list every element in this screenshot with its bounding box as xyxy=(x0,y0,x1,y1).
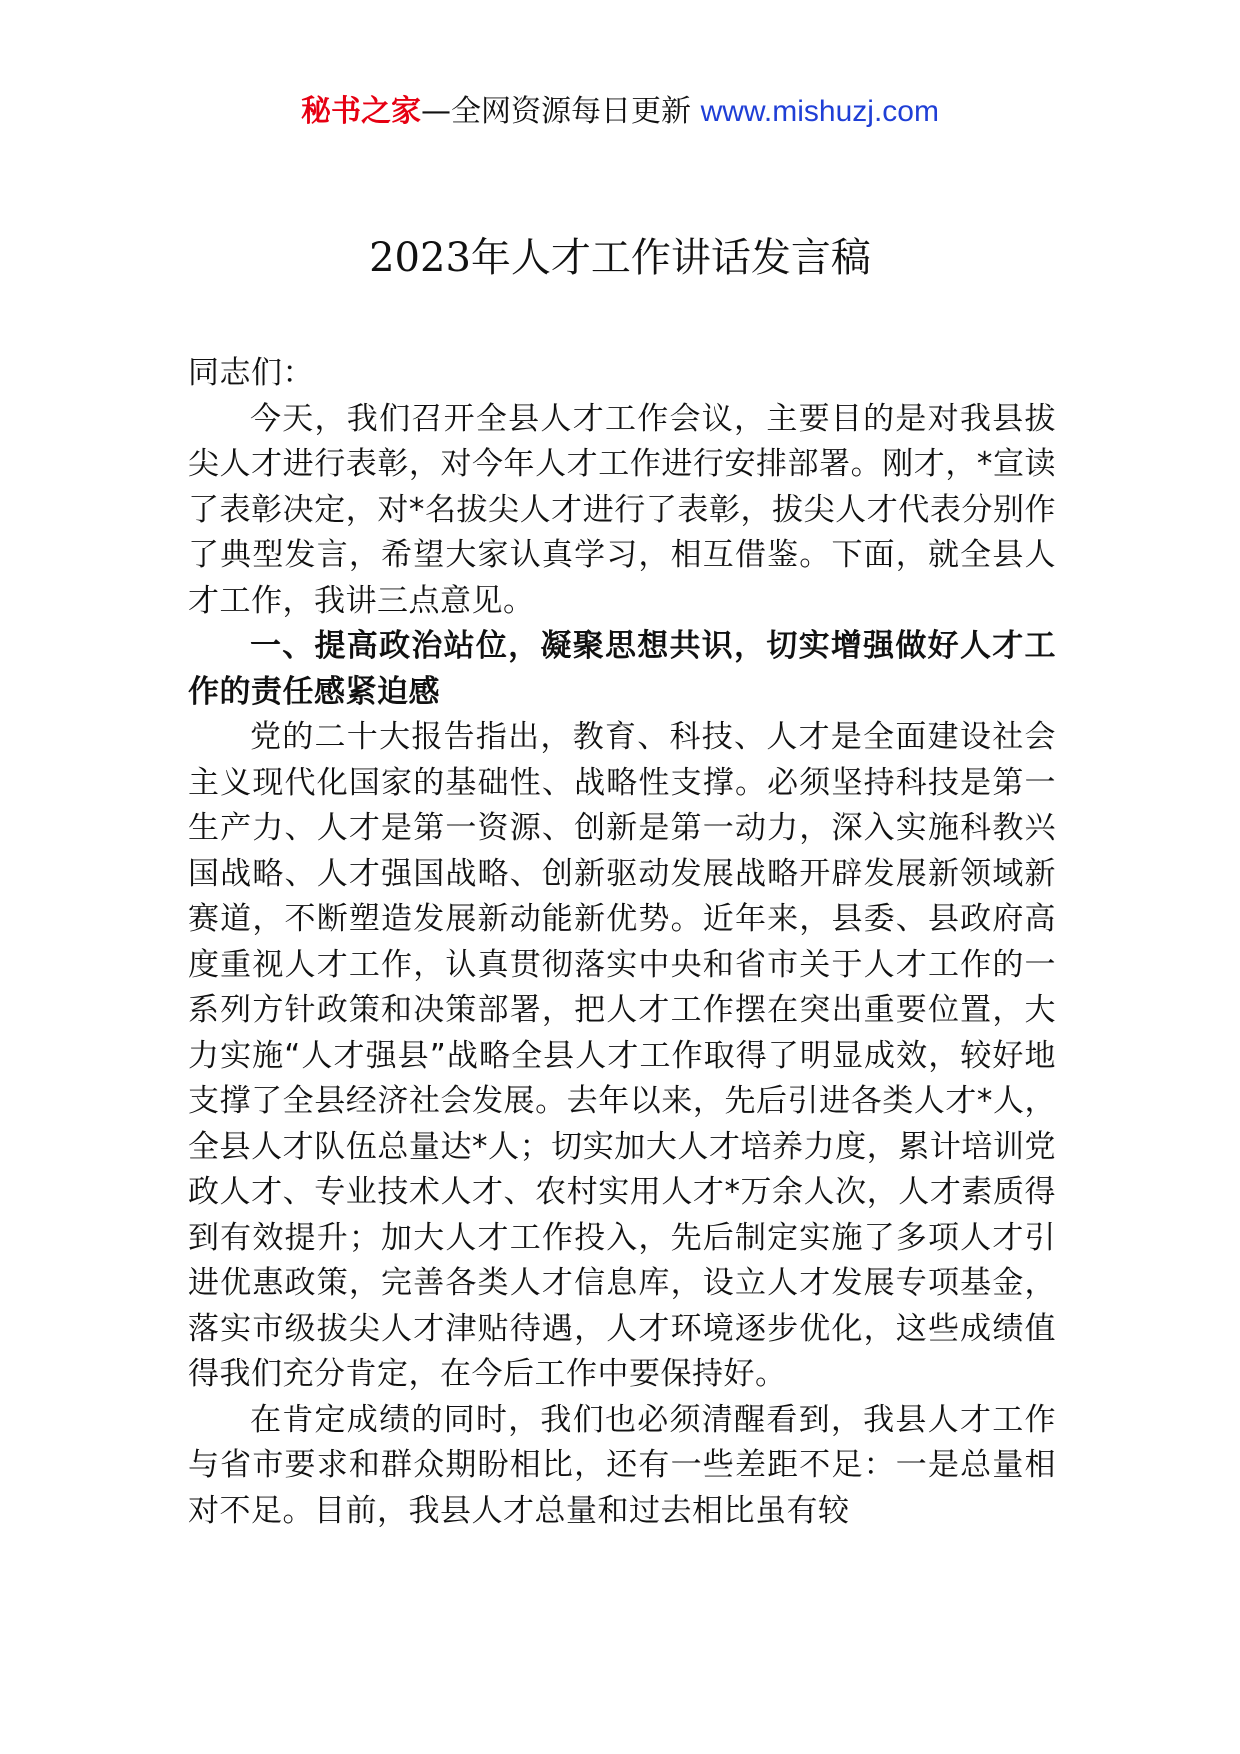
paragraph-shortcomings: 在肯定成绩的同时，我们也必须清醒看到，我县人才工作与省市要求和群众期盼相比，还有一些差距不足：一是总量相对不足。目前，我县人才总量和过去相比虽有较 xyxy=(188,1401,1056,1529)
header-tagline: —全网资源每日更新 xyxy=(421,94,701,129)
document-title: 2023年人才工作讲话发言稿 xyxy=(369,235,871,281)
salutation: 同志们： xyxy=(188,355,314,391)
page-header xyxy=(0,92,1240,132)
paragraph-intro: 今天，我们召开全县人才工作会议，主要目的是对我县拔尖人才进行表彰，对今年人才工作进行安排部署。刚才，*宣读了表彰决定，对*名拔尖人才进行了表彰，拔尖人才代表分别作了典型发言，希望大家认真学习，相互借鉴。下面，就全县人才工作，我讲三点意见。 xyxy=(188,400,1056,619)
section-heading-1: 一、提高政治站位，凝聚思想共识，切实增强做好人才工作的责任感紧迫感 xyxy=(188,628,1056,710)
document-body xyxy=(188,351,1056,1534)
brand-name: 秘书之家 xyxy=(301,94,422,129)
paragraph-achievements: 党的二十大报告指出，教育、科技、人才是全面建设社会主义现代化国家的基础性、战略性支撑。必须坚持科技是第一生产力、人才是第一资源、创新是第一动力，深入实施科教兴国战略、人才强国战略、创新驱动发展战略开辟发展新领域新赛道，不断塑造发展新动能新优势。近年来，县委、县政府高度重视人才工作，认真贯彻落实中央和省市关于人才工作的一系列方针政策和决策部署，把人才工作摆在突出重要位置，大力实施“人才强县”战略全县人才工作取得了明显成效，较好地支撑了全县经济社会发展。去年以来，先后引进各类人才*人，全县人才队伍总量达*人；切实加大人才培养力度，累计培训党政人才、专业技术人才、农村实用人才*万余人次，人才素质得到有效提升；加大人才工作投入，先后制定实施了多项人才引进优惠政策，完善各类人才信息库，设立人才发展专项基金，落实市级拔尖人才津贴待遇，人才环境逐步优化，这些成绩值得我们充分肯定，在今后工作中要保持好。 xyxy=(188,719,1056,1392)
website-link[interactable]: www.mishuzj.com xyxy=(700,95,939,128)
